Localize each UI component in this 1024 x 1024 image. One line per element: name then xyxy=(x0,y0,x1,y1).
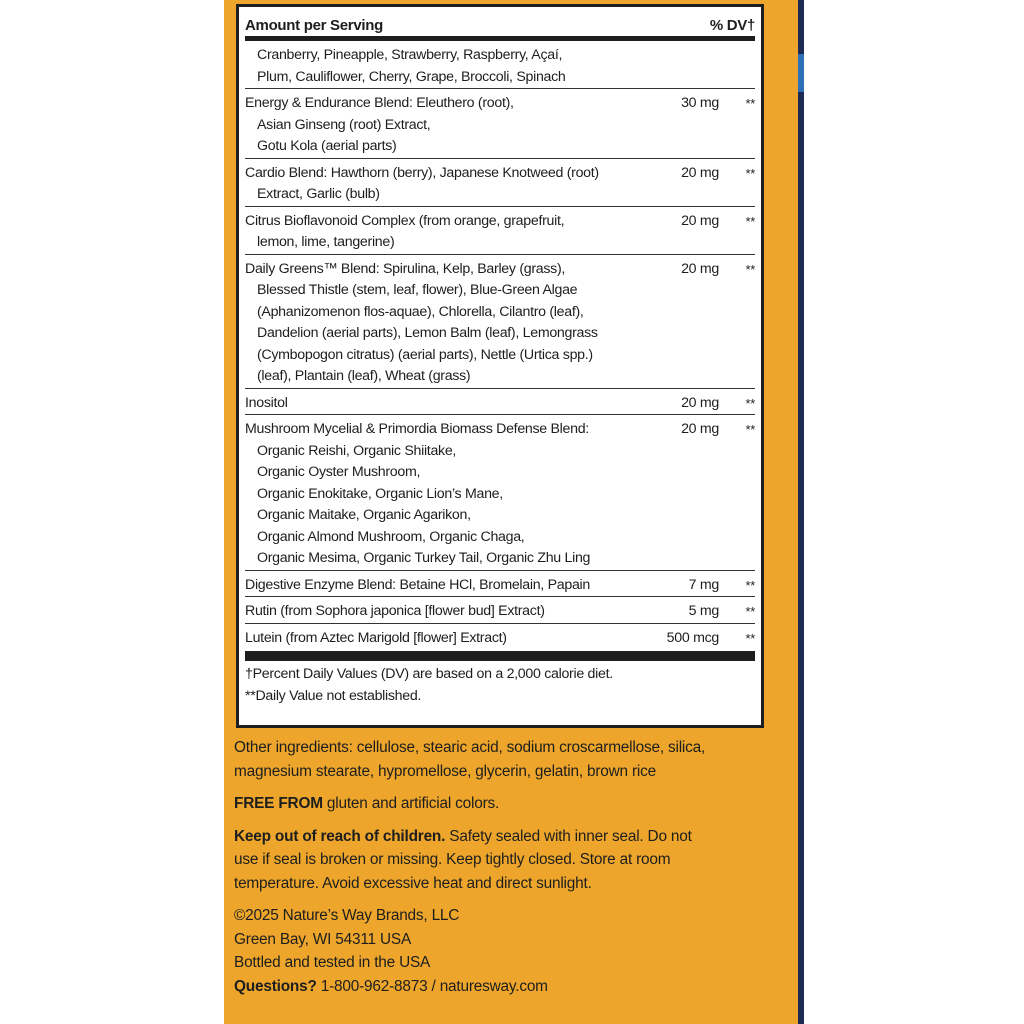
copyright: ©2025 Nature’s Way Brands, LLC xyxy=(234,907,460,924)
other-ingredients-line: magnesium stearate, hypromellose, glycerin, gelatin, brown rice xyxy=(234,762,656,780)
ingredient-name xyxy=(245,575,639,597)
box-edge xyxy=(798,0,804,1024)
ingredient-name xyxy=(245,419,639,570)
warning-line: Safety sealed with inner seal. Do not xyxy=(445,827,692,845)
questions-label: Questions? xyxy=(234,977,317,995)
ingredient-dv: ** xyxy=(745,395,755,411)
ingredient-line: Digestive Enzyme Blend: Betaine HCl, Bromelain, Papain xyxy=(245,576,590,593)
ingredient-dv: ** xyxy=(745,213,755,229)
bottled-statement: Bottled and tested in the USA xyxy=(234,954,431,971)
ingredient-line: Cranberry, Pineapple, Strawberry, Raspberry, Açaí, xyxy=(257,47,563,63)
footnotes xyxy=(245,661,755,707)
ingredient-dv xyxy=(737,45,755,88)
company-info xyxy=(234,904,774,998)
free-from-label: FREE FROM xyxy=(234,795,323,812)
ingredient-line: Rutin (from Sophora japonica [flower bud] Extract) xyxy=(245,603,545,619)
not-established-footnote: **Daily Value not established. xyxy=(245,687,422,704)
ingredient-amount: 5 mg xyxy=(688,603,719,619)
contact-info: 1-800-962-8873 / naturesway.com xyxy=(316,977,548,995)
ingredient-line: Cardio Blend: Hawthorn (berry), Japanese Knotweed (root) xyxy=(245,164,599,181)
ingredient-line: Plum, Cauliflower, Cherry, Grape, Broccoli, Spinach xyxy=(257,68,566,85)
package-text xyxy=(234,736,774,1007)
ingredient-name xyxy=(245,628,639,650)
ingredient-line: Citrus Bioflavonoid Complex (from orange, grapefruit, xyxy=(245,212,565,229)
ingredient-line: Mushroom Mycelial & Primordia Biomass Defense Blend: xyxy=(245,421,589,437)
ingredient-line: Organic Maitake, Organic Agarikon, xyxy=(257,507,471,523)
ingredient-line: Organic Enokitake, Organic Lion’s Mane, xyxy=(257,485,503,502)
ingredient-line: (leaf), Plantain (leaf), Wheat (grass) xyxy=(257,368,471,384)
percent-dv-footnote: †Percent Daily Values (DV) are based on a 2,000 calorie diet. xyxy=(245,666,613,682)
table-row xyxy=(245,41,755,89)
ingredient-amount: 20 mg xyxy=(681,394,719,411)
other-ingredients-line: Other ingredients: cellulose, stearic acid, sodium croscarmellose, silica, xyxy=(234,739,706,756)
ingredient-dv: ** xyxy=(745,604,755,619)
ingredient-line: Organic Reishi, Organic Shiitake, xyxy=(257,442,457,459)
ingredient-line: (Aphanizomenon flos-aquae), Chlorella, Cilantro (leaf), xyxy=(257,303,584,320)
ingredient-name xyxy=(245,211,639,254)
ingredient-line: Extract, Garlic (bulb) xyxy=(257,186,380,202)
ingredient-line: Inositol xyxy=(245,394,288,411)
ingredient-dv: ** xyxy=(745,165,755,181)
ingredient-amount: 500 mcg xyxy=(666,629,719,646)
ingredient-line: Daily Greens™ Blend: Spirulina, Kelp, Barley (grass), xyxy=(245,260,566,277)
ingredient-dv: ** xyxy=(745,422,755,437)
other-ingredients xyxy=(234,736,774,783)
free-from-text: gluten and artificial colors. xyxy=(322,795,500,812)
table-header xyxy=(245,7,755,41)
ingredient-line: Asian Ginseng (root) Extract, xyxy=(257,116,431,133)
ingredient-line: Gotu Kola (aerial parts) xyxy=(257,138,397,154)
ingredient-name xyxy=(245,601,639,623)
ingredient-dv: ** xyxy=(745,261,755,277)
ingredient-name xyxy=(245,163,639,206)
table-row xyxy=(245,159,755,207)
ingredient-line: (Cymbopogon citratus) (aerial parts), Nettle (Urtica spp.) xyxy=(257,346,593,363)
free-from xyxy=(234,792,774,816)
table-row xyxy=(245,207,755,255)
ingredient-line: Lutein (from Aztec Marigold [flower] Extract) xyxy=(245,629,507,646)
ingredient-amount: 20 mg xyxy=(681,212,719,229)
table-row xyxy=(245,255,755,389)
ingredient-rows xyxy=(245,41,755,649)
ingredient-amount: 20 mg xyxy=(681,421,719,437)
ingredient-dv: ** xyxy=(745,577,755,593)
ingredient-name xyxy=(245,45,639,88)
ingredient-line: lemon, lime, tangerine) xyxy=(257,234,395,250)
ingredient-amount: 7 mg xyxy=(688,576,719,593)
ingredient-name xyxy=(245,259,639,388)
ingredient-line: Organic Oyster Mushroom, xyxy=(257,464,421,480)
box-edge-accent xyxy=(798,54,804,92)
ingredient-dv: ** xyxy=(745,630,755,646)
warning-line: temperature. Avoid excessive heat and direct sunlight. xyxy=(234,874,592,892)
dv-header-label: % DV† xyxy=(709,17,755,34)
thick-divider xyxy=(245,651,755,661)
ingredient-line: Dandelion (aerial parts), Lemon Balm (leaf), Lemongrass xyxy=(257,325,598,341)
table-row xyxy=(245,389,755,416)
ingredient-dv: ** xyxy=(745,96,755,111)
ingredient-line: Organic Almond Mushroom, Organic Chaga, xyxy=(257,528,525,545)
ingredient-amount: 20 mg xyxy=(681,260,719,277)
table-row xyxy=(245,89,755,159)
warning xyxy=(234,825,774,896)
ingredient-amount: 30 mg xyxy=(681,95,719,111)
table-row xyxy=(245,597,755,624)
ingredient-name xyxy=(245,93,639,158)
table-row xyxy=(245,624,755,650)
ingredient-line: Blessed Thistle (stem, leaf, flower), Blue-Green Algae xyxy=(257,282,578,298)
warning-label: Keep out of reach of children. xyxy=(234,827,446,845)
ingredient-amount: 20 mg xyxy=(681,164,719,181)
table-row xyxy=(245,571,755,598)
ingredient-amount xyxy=(639,45,737,88)
warning-line: use if seal is broken or missing. Keep tightly closed. Store at room xyxy=(234,851,671,868)
ingredient-line: Energy & Endurance Blend: Eleuthero (root), xyxy=(245,95,514,111)
ingredient-name xyxy=(245,393,639,415)
ingredient-line: Organic Mesima, Organic Turkey Tail, Organic Zhu Ling xyxy=(257,550,591,566)
table-row xyxy=(245,415,755,571)
address: Green Bay, WI 54311 USA xyxy=(234,930,412,948)
amount-per-serving-label: Amount per Serving xyxy=(245,17,383,34)
supplement-facts-table xyxy=(236,4,764,728)
